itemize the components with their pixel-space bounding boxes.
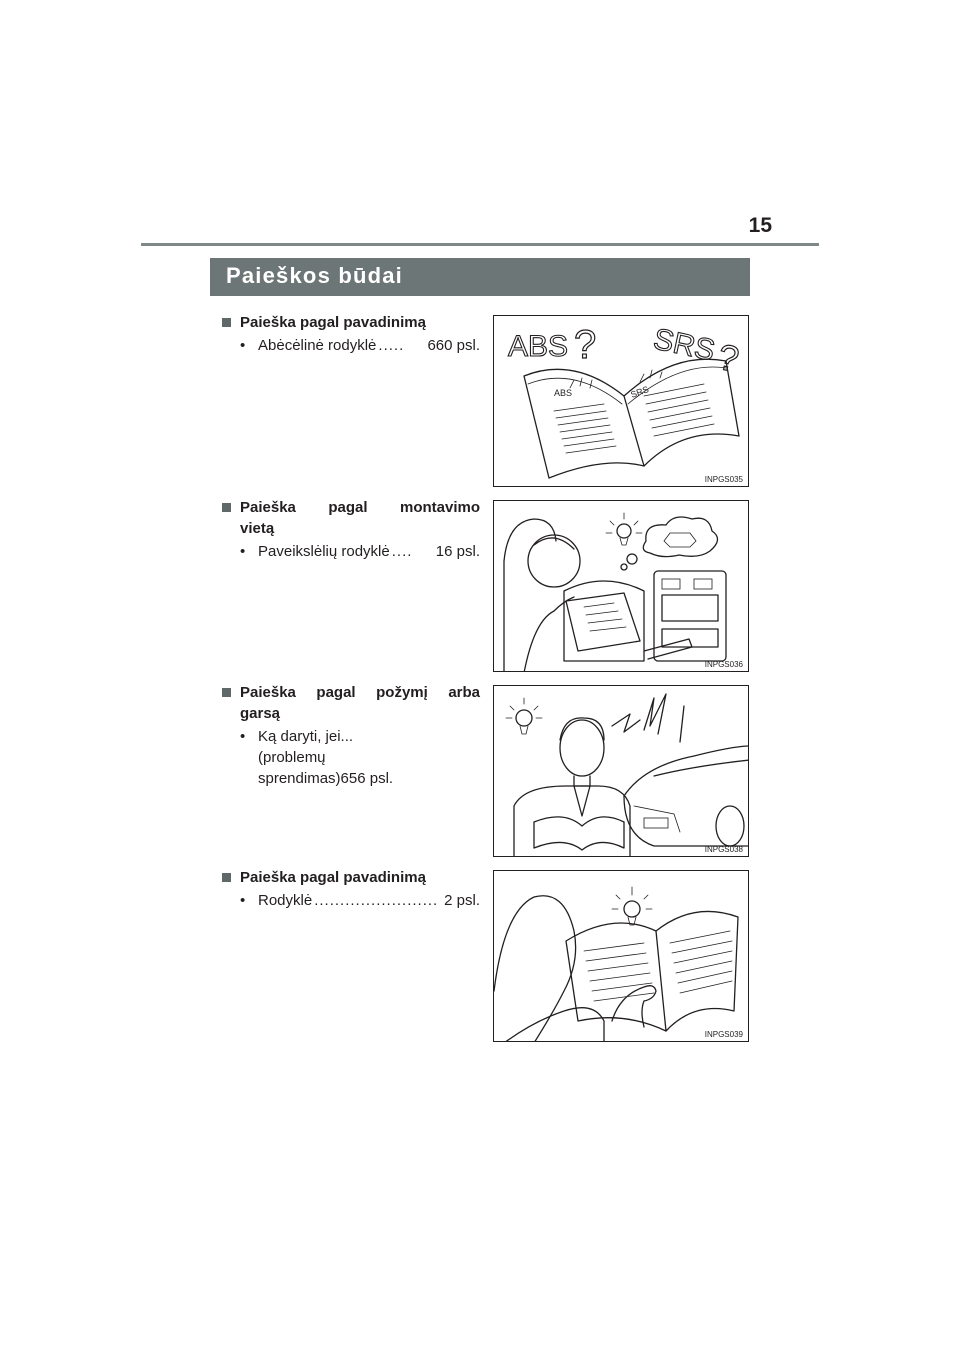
entry-heading: [222, 682, 480, 724]
svg-text:ABS: ABS: [554, 388, 573, 398]
square-bullet-icon: [222, 503, 231, 512]
entry-heading-line1: Paieška pagal montavimo: [240, 499, 480, 516]
reference-label: Abėcėlinė rodyklė: [258, 337, 377, 354]
reference-label: Paveikslėlių rodyklė: [258, 543, 390, 560]
section-title: Paieškos būdai: [226, 263, 403, 288]
entry-heading-line2: vietą: [240, 520, 275, 537]
reference-dots: ........................: [314, 892, 439, 909]
reference-dots: ....: [391, 543, 413, 560]
illustration-abs-srs-book: [493, 315, 749, 487]
lightbulb-icon: [624, 901, 640, 917]
reference-line1: Ką daryti, jei...: [258, 728, 354, 745]
entry-reference: [222, 541, 480, 562]
header-rule: [141, 243, 819, 246]
reference-page[interactable]: 660 psl.: [427, 337, 480, 354]
square-bullet-icon: [222, 688, 231, 697]
reference-label: Rodyklė: [258, 892, 313, 909]
section-header: [210, 258, 750, 296]
svg-text:SRS: SRS: [629, 384, 651, 400]
open-book-icon: [494, 871, 749, 1042]
bullet-icon: •: [240, 892, 246, 909]
open-book-icon: [494, 316, 749, 487]
entry-search-by-name: [222, 312, 480, 356]
illustration-driver-dashboard: [493, 500, 749, 672]
srs-label: SRS: [650, 322, 718, 368]
reference-page[interactable]: 16 psl.: [435, 543, 480, 560]
lightbulb-icon: [516, 710, 532, 726]
figure-code: INPGS038: [704, 845, 743, 854]
entry-heading-line2: garsą: [240, 705, 281, 722]
bullet-icon: •: [240, 543, 246, 560]
svg-text:?: ?: [714, 335, 743, 380]
person-icon: [494, 686, 749, 857]
abs-label: ABS: [508, 330, 569, 363]
entry-search-by-location: [222, 497, 480, 562]
entry-heading: [222, 312, 480, 333]
reference-page[interactable]: 2 psl.: [444, 892, 480, 909]
entry-heading-text: Paieška pagal pavadinimą: [240, 314, 426, 331]
bullet-icon: •: [240, 337, 246, 354]
figure-code: INPGS036: [704, 660, 743, 669]
reference-line2: (problemų: [258, 749, 326, 766]
square-bullet-icon: [222, 318, 231, 327]
square-bullet-icon: [222, 873, 231, 882]
entry-search-by-symptom: [222, 682, 480, 789]
illustration-man-car-noise: [493, 685, 749, 857]
lightbulb-icon: [617, 524, 631, 538]
entry-search-by-index: [222, 867, 480, 911]
bullet-icon: •: [240, 728, 246, 745]
person-icon: [494, 501, 749, 672]
entry-reference: [222, 335, 480, 356]
entry-heading: [222, 497, 480, 539]
illustration-person-pointing-book: [493, 870, 749, 1042]
entry-reference: [222, 726, 480, 789]
entry-heading-text: Paieška pagal pavadinimą: [240, 869, 426, 886]
car-icon: [664, 533, 696, 547]
entry-heading: [222, 867, 480, 888]
reference-dots: .....: [378, 337, 405, 354]
figure-code: INPGS035: [704, 475, 743, 484]
entry-reference: [222, 890, 480, 911]
page-number: 15: [748, 214, 772, 237]
reference-line3[interactable]: sprendimas)656 psl.: [258, 770, 394, 787]
entry-heading-line1: Paieška pagal požymį arba: [240, 684, 480, 701]
figure-code: INPGS039: [704, 1030, 743, 1039]
svg-text:?: ?: [574, 323, 597, 367]
